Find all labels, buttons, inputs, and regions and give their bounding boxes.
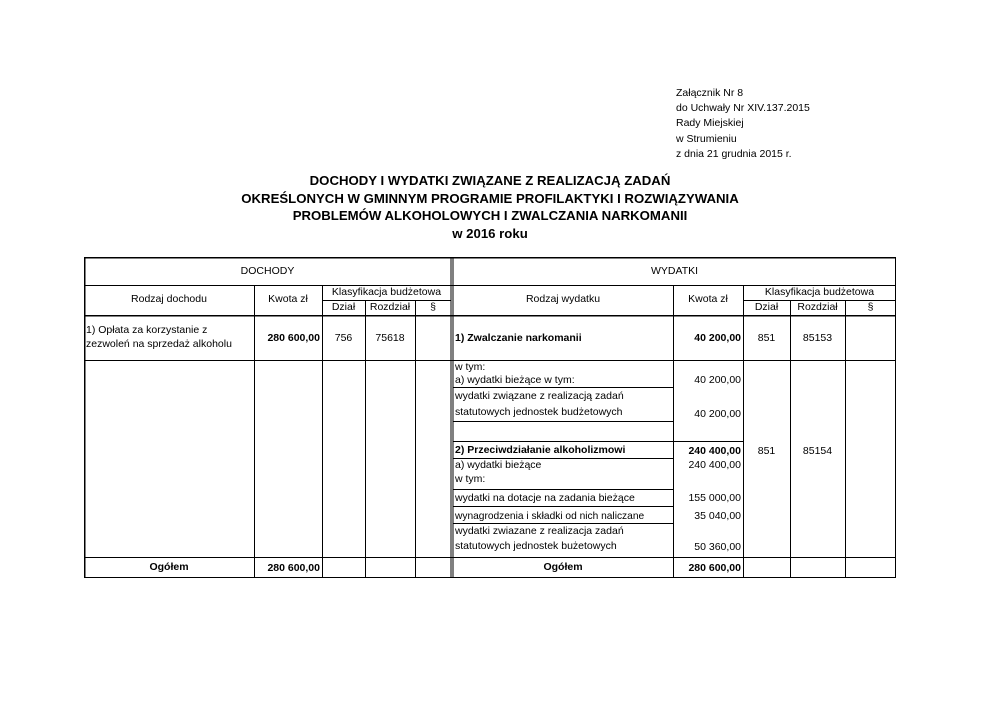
- expense-sub-amount: 240 400,00: [688, 459, 741, 471]
- income-chapter-header: Rozdział: [369, 301, 411, 313]
- annex-note: [676, 86, 810, 162]
- expense-section-header: WYDATKI: [650, 265, 699, 277]
- expense-sub-item: statutowych jednostek budżetowych: [455, 406, 623, 418]
- expense-sub-intro: w tym:: [455, 361, 486, 373]
- expense-section-amount: 40 200,00: [694, 332, 741, 344]
- expense-sub-item: a) wydatki bieżące w tym:: [455, 374, 575, 386]
- income-total-label: Ogółem: [149, 561, 189, 573]
- expense-sub-item: a) wydatki bieżące: [455, 459, 542, 471]
- expense-section-name: 2) Przeciwdziałanie alkoholizmowi: [455, 444, 626, 456]
- expense-sub-item: wynagrodzenia i składki od nich naliczane: [455, 511, 645, 522]
- expense-sub-amount: 40 200,00: [694, 408, 741, 420]
- expense-chapter-header: Rozdział: [797, 301, 838, 313]
- annex-line: do Uchwały Nr XIV.137.2015: [676, 102, 810, 115]
- expense-type-header: Rodzaj wydatku: [525, 293, 601, 305]
- expense-sub-amount: 40 200,00: [694, 374, 741, 386]
- expense-paragraph-header: §: [867, 301, 874, 313]
- income-total-amount: 280 600,00: [267, 562, 320, 574]
- expense-section-chapter: 85154: [802, 445, 833, 457]
- income-amount: 280 600,00: [267, 332, 320, 344]
- expense-section-chapter: 85153: [802, 332, 833, 344]
- expense-section-name: 1) Zwalczanie narkomanii: [455, 332, 582, 344]
- title-line: OKREŚLONYCH W GMINNYM PROGRAMIE PROFILAKTYKI I ROZWIĄZYWANIA: [241, 190, 739, 206]
- annex-line: w Strumieniu: [676, 132, 737, 145]
- expense-classification-header: Klasyfikacja budżetowa: [764, 286, 875, 298]
- income-name-line: 1) Opłata za korzystanie z: [86, 324, 208, 336]
- expense-sub-item: statutowych jednostek bużetowych: [455, 540, 617, 552]
- income-chapter: 75618: [375, 332, 405, 344]
- income-paragraph-header: §: [430, 301, 436, 313]
- expense-section-division: 851: [757, 332, 776, 344]
- expense-sub-item: wydatki zwiazane z realizacja zadań: [455, 525, 624, 537]
- income-section-header: DOCHODY: [240, 265, 295, 277]
- income-amount-header: Kwota zł: [268, 293, 308, 305]
- income-division: 756: [334, 332, 353, 344]
- income-name-line: zezwoleń na sprzedaż alkoholu: [86, 338, 232, 350]
- annex-line: z dnia 21 grudnia 2015 r.: [676, 147, 792, 160]
- expense-sub-intro: w tym:: [455, 473, 486, 485]
- expense-section-amount: 240 400,00: [688, 445, 741, 457]
- income-type-header: Rodzaj dochodu: [131, 293, 207, 305]
- expense-sub-amount: 35 040,00: [694, 510, 741, 522]
- title-line: PROBLEMÓW ALKOHOLOWYCH I ZWALCZANIA NARKOMANII: [292, 208, 688, 224]
- expense-section-division: 851: [757, 445, 776, 457]
- annex-line: Załącznik Nr 8: [676, 87, 744, 99]
- expense-total-amount: 280 600,00: [688, 562, 741, 574]
- document-title: [150, 172, 830, 242]
- expense-amount-header: Kwota zł: [688, 293, 728, 305]
- expense-sub-amount: 50 360,00: [694, 541, 741, 553]
- expense-total-label: Ogółem: [543, 561, 583, 573]
- expense-division-header: Dział: [754, 301, 779, 313]
- expense-sub-amount: 155 000,00: [688, 492, 741, 504]
- annex-line: Rady Miejskiej: [676, 117, 744, 130]
- income-classification-header: Klasyfikacja budżetowa: [331, 286, 442, 298]
- expense-sub-item: wydatki na dotacje na zadania bieżące: [455, 492, 635, 504]
- income-division-header: Dział: [331, 301, 356, 313]
- title-line: w 2016 roku: [452, 225, 528, 241]
- budget-table: [84, 257, 896, 578]
- expense-sub-item: wydatki związane z realizacją zadań: [455, 390, 624, 402]
- title-line: DOCHODY I WYDATKI ZWIĄZANE Z REALIZACJĄ ZADAŃ: [309, 173, 671, 188]
